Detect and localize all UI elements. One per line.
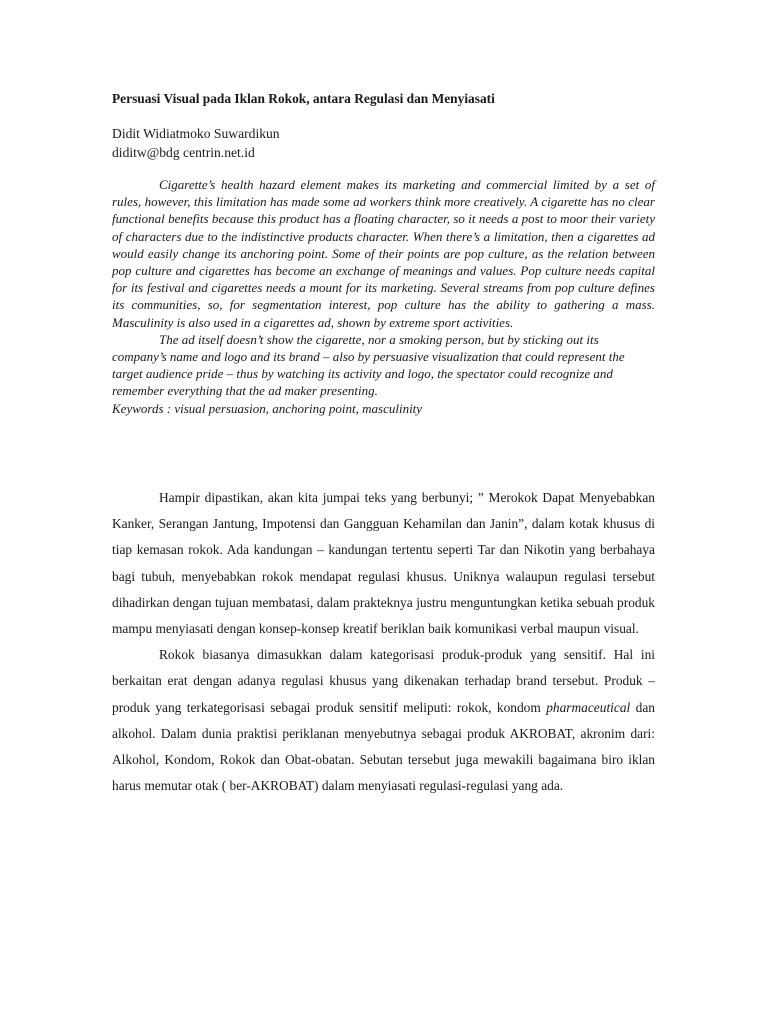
body-paragraph: Hampir dipastikan, akan kita jumpai teks yang berbunyi; ” Merokok Dapat Menyebabkan Kanker, Serangan Jantung, Impotensi dan Gangguan Kehamilan dan Janin”, dalam kotak khusus di tiap kemasan rokok. Ada kandungan – kandungan tertentu seperti Tar dan Nikotin yang berbahaya bagi tubuh, menyebabkan rokok mendapat regulasi khusus. Uniknya walaupun regulasi tersebut dihadirkan dengan tujuan membatasi, dalam prakteknya justru menguntungkan ketika sebuah produk mampu menyiasati dengan konsep-konsep kreatif beriklan baik komunikasi verbal maupun visual. <box>112 490 655 637</box>
keywords: Keywords : visual persuasion, anchoring point, masculinity <box>112 400 423 416</box>
author-block <box>112 124 280 162</box>
italic-term: pharmaceutical <box>546 699 631 715</box>
body-text <box>112 485 655 799</box>
document-title: Persuasi Visual pada Iklan Rokok, antara Regulasi dan Menyiasati <box>112 91 495 106</box>
body-text-segment: Rokok biasanya dimasukkan dalam kategorisasi produk-produk yang sensitif. Hal ini berkaitan erat dengan adanya regulasi khusus yang dikenakan terhadap brand tersebut. Produk – produk yang terkategorisasi sebagai produk sensitif meliputi: rokok, kondom <box>112 647 655 715</box>
author-email: diditw@bdg centrin.net.id <box>112 145 255 160</box>
body-paragraph <box>112 642 655 799</box>
abstract-paragraph: Cigarette’s health hazard element makes its marketing and commercial limited by a set of rules, however, this limitation has made some ad workers think more creatively. A cigarette has no clear functional benefits because this product has a floating character, so it needs a post to moor their variety of characters due to the indistinctive products character. When there’s a limitation, then a cigarettes ad would easily change its anchoring point. Some of their points are pop culture, as the relation between pop culture and cigarettes has become an exchange of meanings and values. Pop culture needs capital for its festival and cigarettes needs a mount for its marketing. Several streams from pop culture defines its communities, so, for segmentation interest, pop culture has the ability to gathering a mass. Masculinity is also used in a cigarettes ad, shown by extreme sport activities. <box>112 177 655 330</box>
abstract-paragraph: The ad itself doesn’t show the cigarette, nor a smoking person, but by sticking out its company’s name and logo and its brand – also by persuasive visualization that could represent the target audience pride – thus by watching its activity and logo, the spectator could recognize and remember everything that the ad maker presenting. <box>112 331 625 399</box>
abstract <box>112 176 655 417</box>
author-name: Didit Widiatmoko Suwardikun <box>112 126 280 141</box>
body-text-segment: dan alkohol. Dalam dunia praktisi periklanan menyebutnya sebagai produk AKROBAT, akronim dari: Alkohol, Kondom, Rokok dan Obat-obatan. Sebutan tersebut juga mewakili bagaimana biro iklan harus memutar otak ( ber-AKROBAT) dalam menyiasati regulasi-regulasi yang ada. <box>112 699 655 794</box>
